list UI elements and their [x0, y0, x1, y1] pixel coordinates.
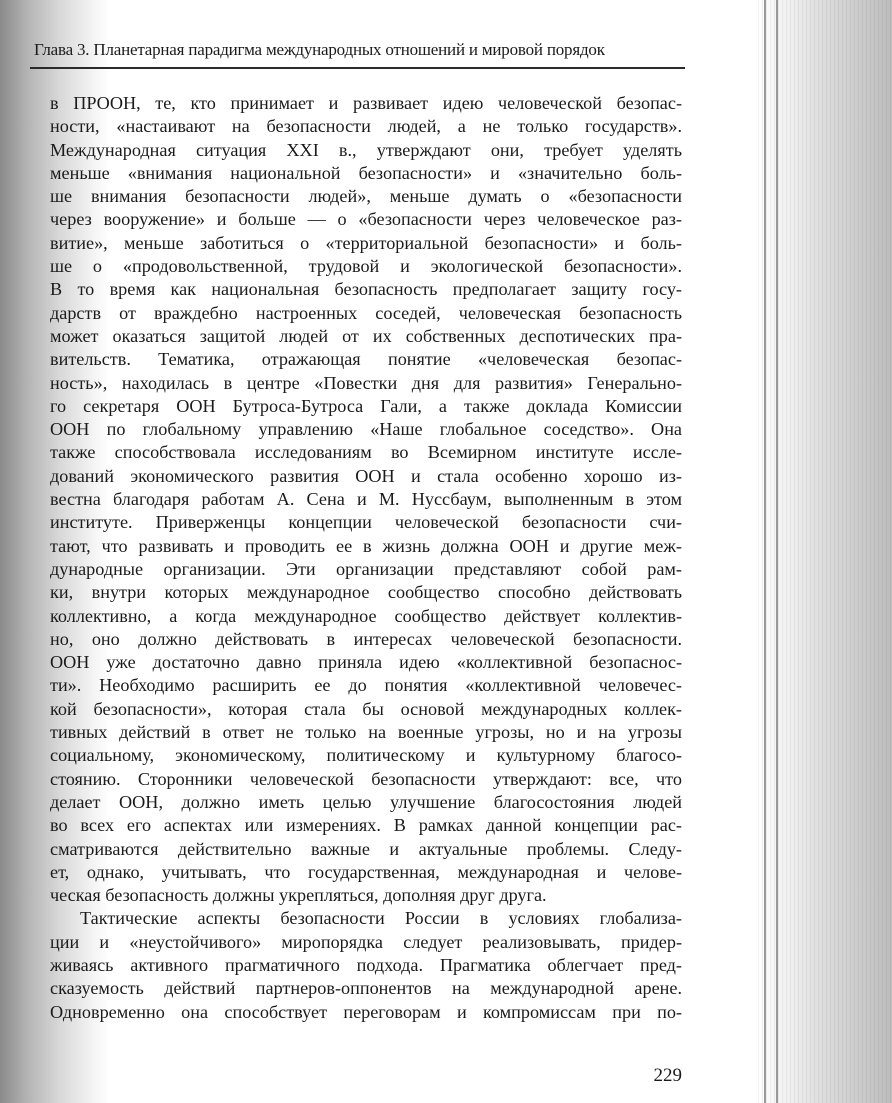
body-text	[50, 92, 682, 1024]
text-line: сматриваются действительно важные и актуальные проблемы. Следу-	[50, 838, 682, 859]
header-rule	[30, 67, 685, 69]
text-line: социальному, экономическому, политическому и культурному благосо-	[50, 745, 682, 766]
text-line: ции и «неустойчивого» миропорядка следует реализовывать, придер-	[50, 931, 682, 952]
text-line: ность», находилась в центре «Повестки дня для развития» Генерально-	[50, 372, 682, 393]
text-line: живаясь активного прагматичного подхода. Прагматика облегчает пред-	[50, 954, 682, 975]
text-line: ООН по глобальному управлению «Наше глобальное соседство». Она	[50, 419, 682, 440]
text-line: Тактические аспекты безопасности России в условиях глобализа-	[80, 908, 682, 929]
text-line: через вооружение» и больше — о «безопасности через человеческое раз-	[50, 209, 682, 230]
text-line: вительств. Тематика, отражающая понятие «человеческая безопас-	[50, 349, 682, 370]
text-line: в ПРООН, те, кто принимает и развивает идею человеческой безопас-	[50, 93, 682, 113]
text-line: дарств от враждебно настроенных соседей, человеческая безопасность	[50, 302, 682, 323]
text-line: ти». Необходимо расширить ее до понятия «коллективной человечес-	[50, 675, 682, 696]
text-line: также способствовала исследованиям во Всемирном институте иссле-	[50, 442, 682, 463]
text-line: В то время как национальная безопасность предполагает защиту госу-	[50, 279, 682, 300]
text-line: сказуемость действий партнеров-оппонентов на международной арене.	[50, 978, 682, 999]
running-head: Глава 3. Планетарная парадигма международных отношений и мировой порядок	[34, 40, 605, 59]
text-line: вестна благодаря работам А. Сена и М. Нуссбаум, выполненным в этом	[50, 489, 682, 510]
text-line: но, оно должно действовать в интересах человеческой безопасности.	[50, 628, 682, 649]
text-line: ческая безопасность должны укрепляться, дополняя друг друга.	[50, 885, 547, 906]
text-line: дународные организации. Эти организации представляют собой рам-	[50, 558, 682, 579]
text-line: может оказаться защитой людей от их собственных деспотических пра-	[50, 325, 682, 346]
text-line: витие», меньше заботиться о «территориальной безопасности» и боль-	[50, 232, 682, 253]
text-line: тают, что развивать и проводить ее в жизнь должна ООН и другие меж-	[50, 535, 682, 556]
text-line: ности, «настаивают на безопасности людей, а не только государств».	[50, 116, 682, 137]
text-line: кой безопасности», которая стала бы основой международных коллек-	[50, 698, 682, 719]
text-line: Международная ситуация XXI в., утверждают они, требует уделять	[50, 139, 682, 160]
text-line: меньше «внимания национальной безопасности» и «значительно боль-	[50, 162, 682, 183]
text-line: стоянию. Сторонники человеческой безопасности утверждают: все, что	[50, 768, 682, 789]
text-line: во всех его аспектах или измерениях. В рамках данной концепции рас-	[50, 815, 682, 836]
page-edge-line	[776, 0, 778, 1103]
text-line: дований экономического развития ООН и стала особенно хорошо из-	[50, 465, 682, 486]
text-line: тивных действий в ответ не только на военные угрозы, но и на угрозы	[50, 722, 682, 743]
text-line: институте. Приверженцы концепции человеческой безопасности счи-	[50, 512, 682, 533]
book-page-edges	[758, 0, 892, 1103]
page-edge-line	[764, 0, 766, 1103]
text-line: ше внимания безопасности людей», меньше думать о «безопасности	[50, 186, 682, 207]
text-line: ше о «продовольственной, трудовой и экологической безопасности».	[50, 256, 682, 277]
page-number: 229	[653, 1065, 682, 1086]
text-line: го секретаря ООН Бутроса-Бутроса Гали, а также доклада Комиссии	[50, 395, 682, 416]
text-line: Одновременно она способствует переговорам и компромиссам при по-	[50, 1001, 682, 1022]
text-line: ки, внутри которых международное сообщество способно действовать	[50, 582, 682, 603]
text-line: делает ООН, должно иметь целью улучшение благосостояния людей	[50, 791, 682, 812]
text-line: коллективно, а когда международное сообщество действует коллектив-	[50, 605, 682, 626]
text-line: ООН уже достаточно давно приняла идею «коллективной безопаснос-	[50, 652, 682, 673]
text-line: ет, однако, учитывать, что государственная, международная и челове-	[50, 861, 682, 882]
